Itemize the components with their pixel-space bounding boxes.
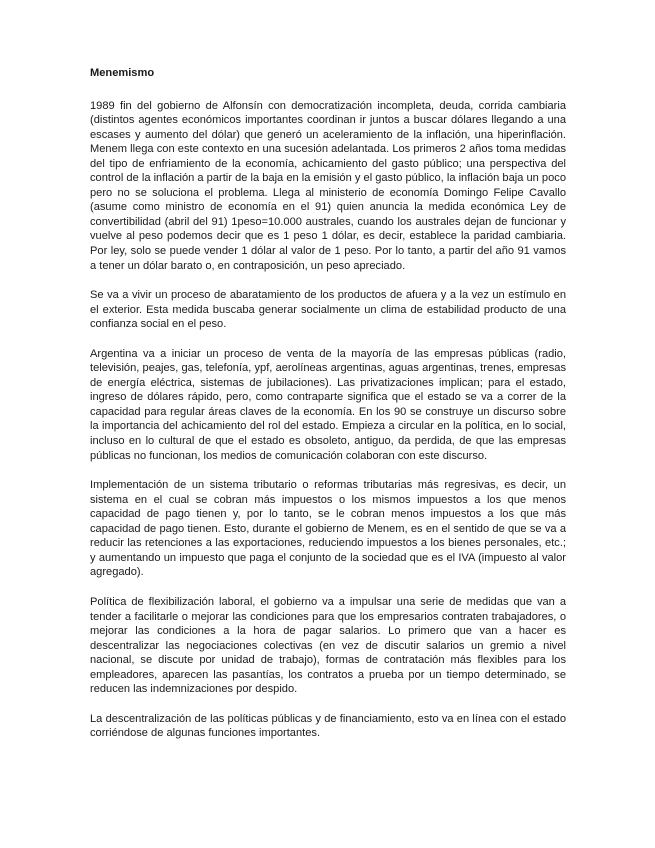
paragraph-sistema-tributario: Implementación de un sistema tributario o reformas tributarias más regresivas, es decir, un sistema en el cual se cobran más impuestos o los mismos impuestos a los que menos capacidad de pago tienen y, por lo tanto, se le cobran menos impuestos a los que más capacidad de pago tienen. Esto, durante el gobierno de Menem, es en el sentido de que se va a reducir las retenciones a las exportaciones, reduciendo impuestos a los bienes personales, etc.; y aumentando un impuesto que paga el conjunto de la sociedad que es el IVA (impuesto al valor agregado). xyxy=(90,479,566,579)
paragraph-convertibilidad: 1989 fin del gobierno de Alfonsín con democratización incompleta, deuda, corrida cambiaria (distintos agentes económicos importantes coordinan ir juntos a buscar dólares llegando a una escases y aumento del dólar) que generó un aceleramiento de la inflación, una hiperinflación. Menem llega con este contexto en una sucesión adelantada. Los primeros 2 años toma medidas del tipo de enfriamiento de la economía, achicamiento del gasto público; una perspectiva del control de la inflación a partir de la baja en la emisión y el gasto público, la inflación baja un poco pero no se soluciona el problema. Llega al ministerio de economía Domingo Felipe Cavallo (asume como ministro de economía en el 91) quien anuncia la medida económica Ley de convertibilidad (abril del 91) 1peso=10.000 australes, cuando los australes dejan de funcionar y vuelve al peso podemos decir que es 1 peso 1 dólar, es decir, establece la paridad cambiaria. Por ley, solo se puede vender 1 dólar al valor de 1 peso. Por lo tanto, a partir del año 91 vamos a tener un dólar barato o, en contraposición, un peso apreciado. xyxy=(90,99,566,272)
paragraph-privatizaciones: Argentina va a iniciar un proceso de venta de la mayoría de las empresas públicas (radio, televisión, peajes, gas, telefonía, ypf, aerolíneas argentinas, aguas argentinas, trenes, empresas de energía eléctrica, sistemas de jubilaciones). Las privatizaciones implican; para el estado, ingreso de dólares rápido, pero, como contraparte significa que el estado se va a correr de la capacidad para regular áreas claves de la economía. En los 90 se construye un discurso sobre la importancia del achicamiento del rol del estado. Empieza a circular en la política, en lo social, incluso en lo cultural de que el estado es obsoleto, antiguo, da perdida, de que las empresas públicas no funcionan, los medios de comunicación colaboran con este discurso. xyxy=(90,347,566,462)
document-body xyxy=(90,66,566,741)
paragraph-descentralizacion: La descentralización de las políticas públicas y de financiamiento, esto va en línea con el estado corriéndose de algunas funciones importantes. xyxy=(90,712,566,740)
paragraph-flexibilizacion-laboral: Política de flexibilización laboral, el gobierno va a impulsar una serie de medidas que van a tender a facilitarle o mejorar las condiciones para que los empresarios contraten trabajadores, o mejorar las condiciones a la hora de pagar salarios. Lo primero que van a hacer es descentralizar las negociaciones colectivas (en vez de discutir salarios un gremio a nivel nacional, se discute por unidad de trabajo), formas de contratación más flexibles para los empleadores, aparecen las pasantías, los contratos a prueba por un tiempo determinado, se reducen las indemnizaciones por despido. xyxy=(90,595,566,696)
document-title: Menemismo xyxy=(90,67,155,79)
paragraph-abaratamiento: Se va a vivir un proceso de abaratamiento de los productos de afuera y a la vez un estímulo en el exterior. Esta medida buscaba generar socialmente un clima de estabilidad producto de una confianza social en el peso. xyxy=(90,289,566,331)
